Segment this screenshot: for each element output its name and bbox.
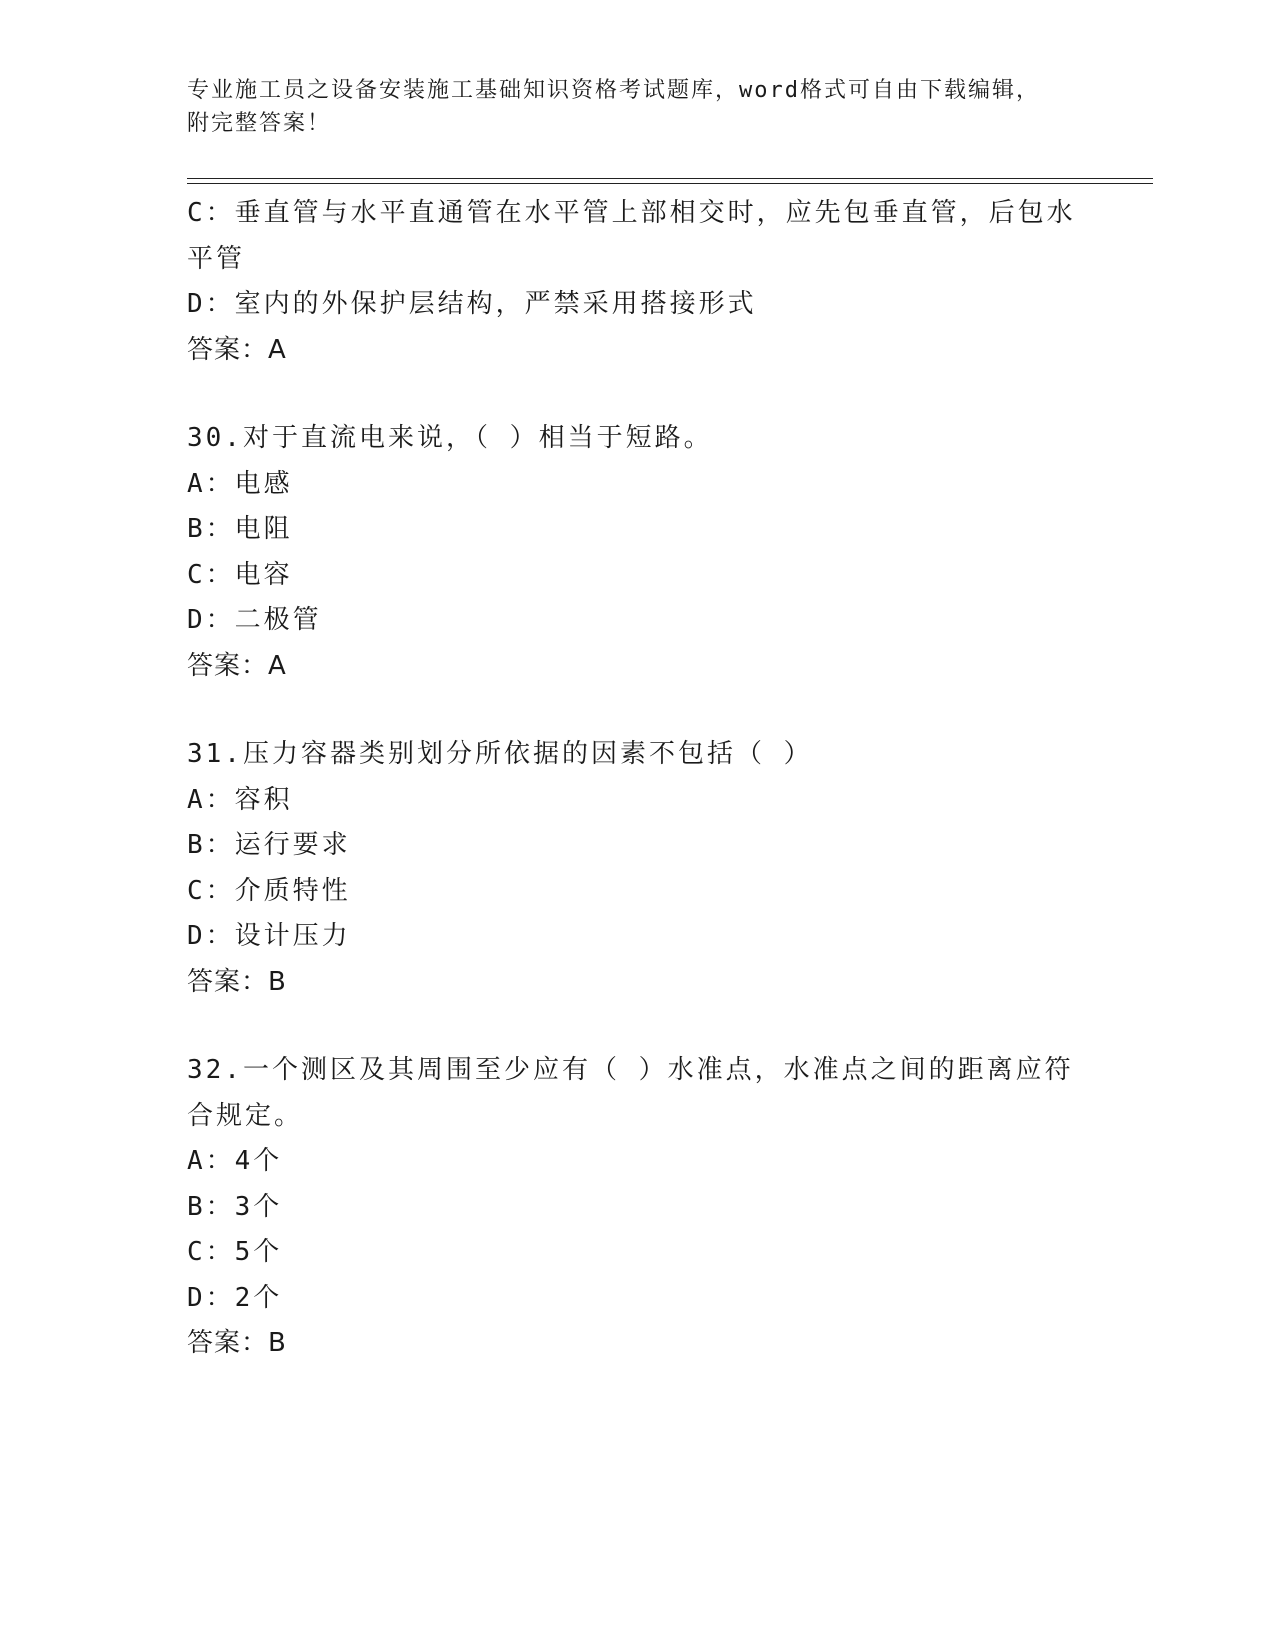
question-32 bbox=[187, 1048, 1087, 1367]
previous-question-continuation bbox=[187, 191, 1087, 373]
answer: 答案：A bbox=[187, 650, 287, 681]
option-c: C：电容 bbox=[187, 559, 293, 590]
option-d: D：室内的外保护层结构，严禁采用搭接形式 bbox=[187, 289, 757, 319]
header-divider-bottom bbox=[187, 183, 1153, 184]
question-list bbox=[187, 191, 1087, 1367]
header-line-1: 专业施工员之设备安装施工基础知识资格考试题库，word格式可自由下载编辑， bbox=[187, 78, 1040, 103]
question-stem: 30.对于直流电来说，（ ）相当于短路。 bbox=[187, 423, 713, 453]
answer: 答案：A bbox=[187, 334, 287, 365]
option-a: A：电感 bbox=[187, 468, 293, 499]
answer: 答案：B bbox=[187, 1328, 287, 1358]
option-c: C：5个 bbox=[187, 1237, 283, 1267]
option-a: A：容积 bbox=[187, 784, 293, 815]
option-d: D：设计压力 bbox=[187, 921, 351, 951]
question-stem-line-1: 32.一个测区及其周围至少应有（ ）水准点，水准点之间的距离应符 bbox=[187, 1055, 1074, 1085]
header-line-2: 附完整答案！ bbox=[187, 111, 332, 136]
option-b: B：运行要求 bbox=[187, 830, 351, 860]
option-d: D：2个 bbox=[187, 1282, 283, 1313]
question-31 bbox=[187, 732, 1087, 1005]
option-b: B：3个 bbox=[187, 1191, 283, 1222]
question-stem: 31.压力容器类别划分所依据的因素不包括（ ） bbox=[187, 739, 813, 769]
option-a: A：4个 bbox=[187, 1146, 283, 1176]
option-b: B：电阻 bbox=[187, 514, 293, 544]
document-header bbox=[187, 74, 1067, 140]
option-d: D：二极管 bbox=[187, 605, 322, 635]
header-divider-top bbox=[187, 178, 1153, 179]
question-30 bbox=[187, 416, 1087, 689]
question-stem-line-2: 合规定。 bbox=[187, 1100, 304, 1131]
option-c-line-1: C：垂直管与水平直通管在水平管上部相交时，应先包垂直管，后包水 bbox=[187, 198, 1076, 228]
option-c: C：介质特性 bbox=[187, 875, 351, 906]
answer: 答案：B bbox=[187, 966, 287, 997]
option-c-line-2: 平管 bbox=[187, 243, 246, 274]
